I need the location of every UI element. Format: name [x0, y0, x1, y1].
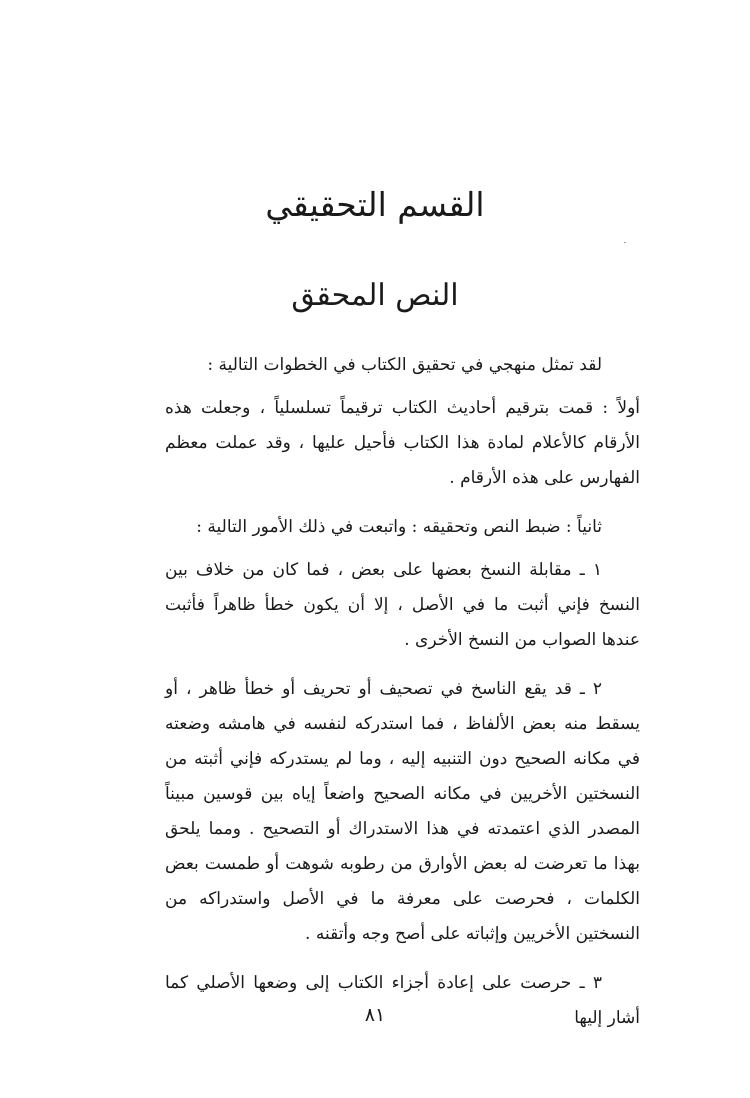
paragraph-first: أولاً : قمت بترقيم أحاديث الكتاب ترقيماً تسلسلياً ، وجعلت هذه الأرقام كالأعلام لمادة هذا الكتاب فأحيل عليها ، وقد عملت معظم الفهارس على هذه الأرقام . — [165, 398, 640, 488]
section-title: القسم التحقيقي — [265, 185, 485, 224]
scan-speck — [624, 242, 626, 243]
paragraph-intro: لقد تمثل منهجي في تحقيق الكتاب في الخطوات التالية : — [207, 355, 602, 375]
body-text — [165, 348, 640, 1050]
paragraph-item-3: ٣ ـ حرصت على إعادة أجزاء الكتاب إلى وضعها الأصلي كما أشار إليها — [165, 973, 640, 1028]
paragraph-item-1: ١ ـ مقابلة النسخ بعضها على بعض ، فما كان من خلاف بين النسخ فإني أثبت ما في الأصل ، إلا أن يكون خطأ ظاهراً فأثبت عندها الصواب من النسخ الأخرى . — [165, 560, 640, 650]
sub-title: النص المحقق — [291, 278, 459, 313]
paragraph-item-2: ٢ ـ قد يقع الناسخ في تصحيف أو تحريف أو خطأ ظاهر ، أو يسقط منه بعض الألفاظ ، فما استدركه لنفسه في هامشه وضعته في مكانه الصحيح دون التنبيه إليه ، وما لم يستدركه فإني أثبته من النسختين الأخريين في مكانه الصحيح واضعاً إياه بين قوسين مبيناً المصدر الذي اعتمدته في هذا الاستدراك أو التصحيح . ومما يلحق بهذا ما تعرضت له بعض الأوارق من رطوبه شوهت أو طمست بعض الكلمات ، فحرصت على معرفة ما في الأصل واستدراكه من النسختين الأخريين وإثباته على أصح وجه وأتقنه . — [165, 679, 640, 944]
page-number: ٨١ — [364, 1004, 386, 1026]
paragraph-second: ثانياً : ضبط النص وتحقيقه : واتبعت في ذلك الأمور التالية : — [196, 517, 602, 537]
